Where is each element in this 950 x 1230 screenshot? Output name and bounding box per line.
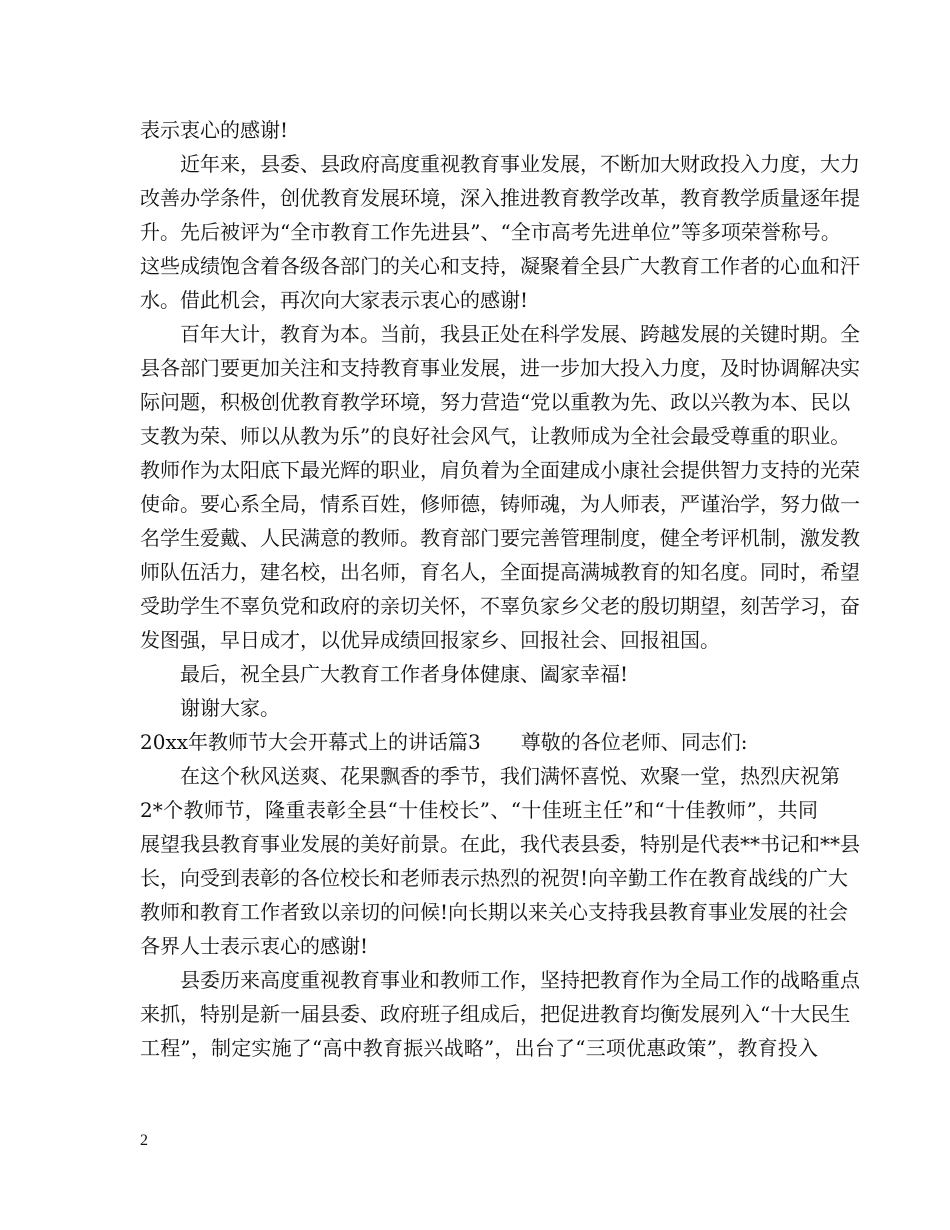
- text-line: 展望我县教育事业发展的美好前景。在此，我代表县委，特别是代表**书记和**县: [140, 832, 860, 856]
- text-line: 这些成绩饱含着各级各部门的关心和支持，凝聚着全县广大教育工作者的心血和汗: [140, 254, 860, 278]
- text-line: 县委历来高度重视教育事业和教师工作，坚持把教育作为全局工作的战略重点: [180, 968, 860, 992]
- text-line: 长，向受到表彰的各位校长和老师表示热烈的祝贺!向辛勤工作在教育战线的广大: [140, 866, 849, 890]
- text-line: 教师和教育工作者致以亲切的问候!向长期以来关心支持我县教育事业发展的社会: [140, 900, 849, 924]
- text-line: 县各部门要更加关注和支持教育事业发展，进一步加大投入力度，及时协调解决实: [140, 356, 860, 380]
- text-line: 近年来，县委、县政府高度重视教育事业发展，不断加大财政投入力度，大力: [180, 152, 860, 176]
- text-line: 来抓，特别是新一届县委、政府班子组成后，把促进教育均衡发展列入“十大民生: [140, 1002, 851, 1026]
- text-line: 工程”，制定实施了“高中教育振兴战略”，出台了“三项优惠政策”，教育投入: [140, 1036, 818, 1060]
- text-line: 20xx年教师节大会开幕式上的讲话篇3 尊敬的各位老师、同志们:: [140, 730, 748, 754]
- text-line: 2*个教师节，隆重表彰全县“十佳校长”、“十佳班主任”和“十佳教师”，共同: [140, 798, 818, 822]
- text-line: 水。借此机会，再次向大家表示衷心的感谢!: [140, 288, 529, 312]
- text-line: 名学生爱戴、人民满意的教师。教育部门要完善管理制度，健全考评机制，激发教: [140, 526, 860, 550]
- text-line: 最后，祝全县广大教育工作者身体健康、阖家幸福!: [180, 662, 629, 686]
- text-line: 使命。要心系全局，情系百姓，修师德，铸师魂，为人师表，严谨治学，努力做一: [140, 492, 860, 516]
- text-line: 谢谢大家。: [180, 696, 280, 720]
- text-line: 发图强，早日成才，以优异成绩回报家乡、回报社会、回报祖国。: [140, 628, 720, 652]
- text-line: 教师作为太阳底下最光辉的职业，肩负着为全面建成小康社会提供智力支持的光荣: [140, 458, 860, 482]
- document-body: [140, 113, 860, 1065]
- text-line: 在这个秋风送爽、花果飘香的季节，我们满怀喜悦、欢聚一堂，热烈庆祝第: [180, 764, 840, 788]
- text-line: 师队伍活力，建名校，出名师，育名人，全面提高满城教育的知名度。同时，希望: [140, 560, 860, 584]
- text-line: 受助学生不辜负党和政府的亲切关怀，不辜负家乡父老的殷切期望，刻苦学习，奋: [140, 594, 860, 618]
- text-line: 表示衷心的感谢!: [140, 118, 289, 142]
- text-line: 百年大计，教育为本。当前，我县正处在科学发展、跨越发展的关键时期。全: [180, 322, 860, 346]
- text-line: 升。先后被评为“全市教育工作先进县”、“全市高考先进单位”等多项荣誉称号。: [140, 220, 841, 244]
- text-line: 支教为荣、师以从教为乐”的良好社会风气，让教师成为全社会最受尊重的职业。: [140, 424, 851, 448]
- text-line: 际问题，积极创优教育教学环境，努力营造“党以重教为先、政以兴教为本、民以: [140, 390, 851, 414]
- text-line: 各界人士表示衷心的感谢!: [140, 934, 369, 958]
- page-number: 2: [140, 1132, 148, 1149]
- text-line: 改善办学条件，创优教育发展环境，深入推进教育教学改革，教育教学质量逐年提: [140, 186, 860, 210]
